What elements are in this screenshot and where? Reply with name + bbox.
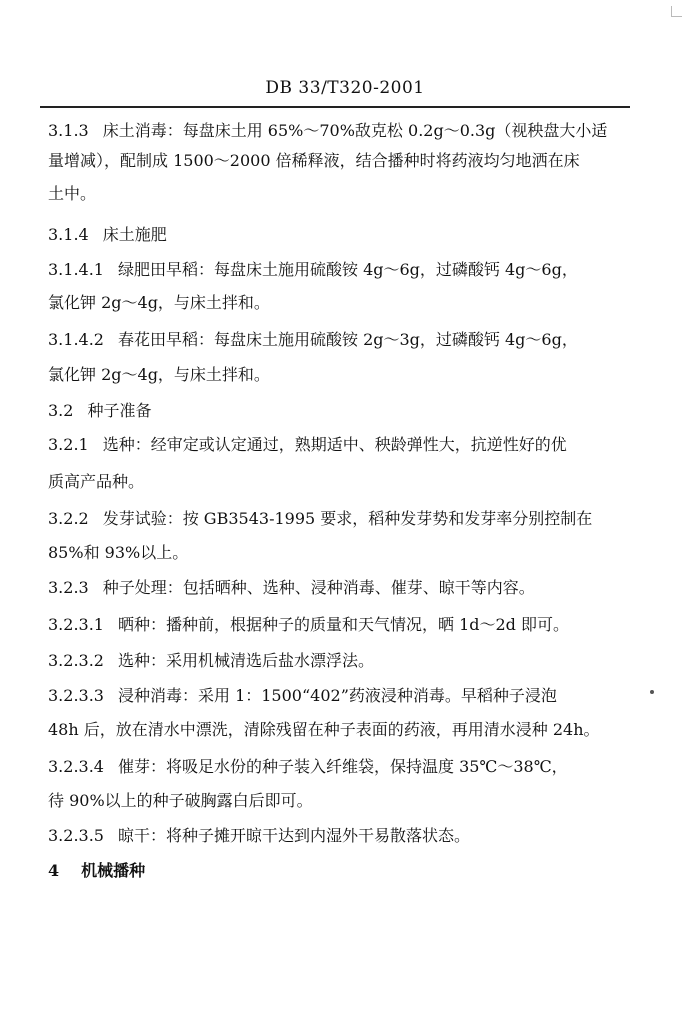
text-line xyxy=(48,121,607,141)
clause-number: 3.1.4.2 xyxy=(48,330,104,349)
clause-number: 3.2.3.4 xyxy=(48,757,104,776)
clause-text: 晒种：播种前，根据种子的质量和天气情况，晒 1d～2d 即可。 xyxy=(117,615,570,634)
text-line xyxy=(48,757,568,777)
clause-text: 85%和 93%以上。 xyxy=(48,543,189,562)
text-line xyxy=(48,543,188,563)
section-heading xyxy=(48,861,145,881)
page-corner-mark xyxy=(671,6,682,17)
text-line xyxy=(48,615,569,635)
text-line xyxy=(48,791,313,811)
header-rule xyxy=(40,106,630,108)
text-line xyxy=(48,578,535,598)
clause-text: 量增减），配制成 1500～2000 倍稀释液，结合播种时将药液均匀地洒在床 xyxy=(48,151,580,170)
clause-number: 3.1.4 xyxy=(48,225,89,244)
clause-text: 浸种消毒：采用 1：1500“402”药液浸种消毒。早稻种子浸泡 xyxy=(117,686,557,705)
page-header: DB 33/T320-2001 xyxy=(265,78,425,98)
clause-text: 床土施肥 xyxy=(102,225,167,244)
clause-number: 3.2.1 xyxy=(48,435,89,454)
clause-text: 春花田早稻：每盘床土施用硫酸铵 2g～3g，过磷酸钙 4g～6g， xyxy=(117,330,578,349)
clause-text: 选种：采用机械清选后盐水漂浮法。 xyxy=(117,651,374,670)
clause-text: 床土消毒：每盘床土用 65%～70%敌克松 0.2g～0.3g（视秧盘大小适 xyxy=(102,121,608,140)
text-line xyxy=(48,435,567,455)
clause-number: 3.2.2 xyxy=(48,509,89,528)
clause-number: 3.2 xyxy=(48,401,74,420)
clause-number: 3.1.4.1 xyxy=(48,260,104,279)
text-line xyxy=(48,472,144,492)
section-title: 机械播种 xyxy=(81,861,146,880)
text-line xyxy=(48,826,470,846)
clause-number: 3.2.3.5 xyxy=(48,826,104,845)
clause-number: 3.2.3.2 xyxy=(48,651,104,670)
clause-text: 催芽：将吸足水份的种子装入纤维袋，保持温度 35℃～38℃， xyxy=(117,757,568,776)
text-line xyxy=(48,260,578,280)
text-line xyxy=(48,509,592,529)
clause-text: 待 90%以上的种子破胸露白后即可。 xyxy=(48,791,313,810)
clause-text: 绿肥田早稻：每盘床土施用硫酸铵 4g～6g，过磷酸钙 4g～6g， xyxy=(117,260,578,279)
clause-number: 3.2.3 xyxy=(48,578,89,597)
clause-text: 质高产品种。 xyxy=(48,472,145,491)
clause-text: 发芽试验：按 GB3543-1995 要求，稻种发芽势和发芽率分别控制在 xyxy=(102,509,593,528)
clause-number: 3.1.3 xyxy=(48,121,89,140)
text-line xyxy=(48,151,580,171)
clause-text: 48h 后，放在清水中漂洗，清除残留在种子表面的药液，再用清水浸种 24h。 xyxy=(48,720,600,739)
clause-text: 选种：经审定或认定通过，熟期适中、秧龄弹性大，抗逆性好的优 xyxy=(102,435,567,454)
clause-text: 氯化钾 2g～4g，与床土拌和。 xyxy=(48,293,270,312)
clause-text: 氯化钾 2g～4g，与床土拌和。 xyxy=(48,365,270,384)
clause-text: 土中。 xyxy=(48,184,97,203)
clause-text: 种子准备 xyxy=(87,401,152,420)
text-line xyxy=(48,184,96,204)
text-line xyxy=(48,365,270,385)
clause-number: 3.2.3.3 xyxy=(48,686,104,705)
text-line xyxy=(48,225,167,245)
text-line xyxy=(48,720,600,740)
clause-text: 晾干：将种子摊开晾干达到内湿外干易散落状态。 xyxy=(117,826,470,845)
clause-text: 种子处理：包括晒种、选种、浸种消毒、催芽、晾干等内容。 xyxy=(102,578,535,597)
section-number: 4 xyxy=(48,861,60,880)
text-line xyxy=(48,651,374,671)
text-line xyxy=(48,686,557,706)
text-line xyxy=(48,401,151,421)
scan-speck xyxy=(650,690,654,694)
text-line xyxy=(48,330,578,350)
clause-number: 3.2.3.1 xyxy=(48,615,104,634)
text-line xyxy=(48,293,270,313)
